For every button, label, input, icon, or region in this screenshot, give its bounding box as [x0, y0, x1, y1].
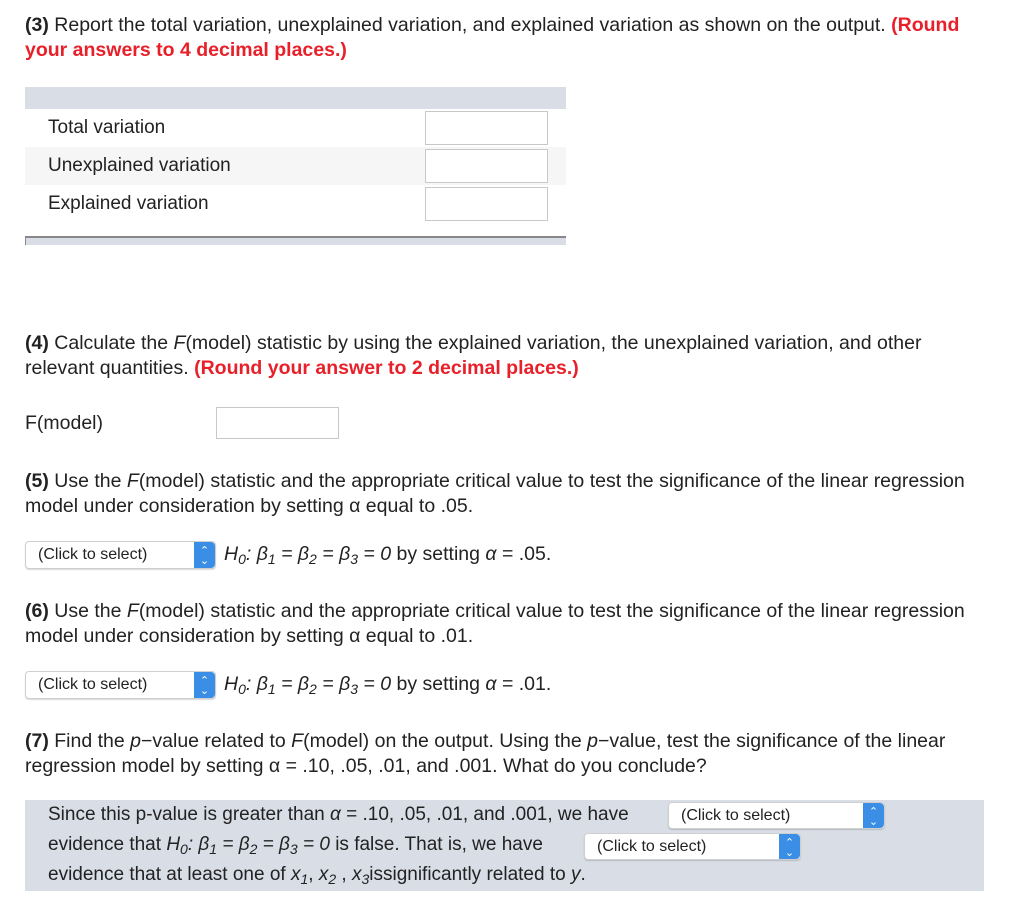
q4-prompt: (4) Calculate the F(model) statistic by using the explained variation, the unexplained variation, and other relevant quantities. (Round your answer to 2 decimal places.)	[25, 332, 922, 379]
total-variation-input[interactable]	[425, 111, 548, 145]
table-row	[25, 185, 566, 223]
q7-line-3: evidence that at least one of $x_1$, $x_2$ , $x_3issignificantly$ related to y.	[48, 864, 586, 887]
q6-hypothesis: $H_0$: $\beta_1 = \beta_2 = \beta_3 = 0$ by setting α = .01.	[224, 673, 552, 697]
q7-line-1: Since this p-value is greater than α = .10, .05, .01, and .001, we have	[48, 804, 629, 825]
table-header	[25, 87, 566, 109]
unexplained-variation-input[interactable]	[425, 149, 548, 183]
variation-table	[25, 87, 566, 223]
updown-chevron-icon: ⌃ ⌄	[779, 834, 800, 859]
table-footer	[25, 236, 566, 245]
f-model-input[interactable]	[216, 407, 339, 439]
updown-chevron-icon: ⌃ ⌄	[194, 542, 215, 568]
updown-chevron-icon: ⌃ ⌄	[863, 803, 884, 828]
q5-prompt: (5) Use the F(model) statistic and the appropriate critical value to test the significance of the linear regression model under consideration by setting α equal to .05.	[25, 470, 965, 517]
row-label: Total variation	[48, 117, 166, 138]
table-row	[25, 147, 566, 185]
table-row	[25, 109, 566, 147]
row-label: Explained variation	[48, 193, 209, 214]
q7-line-2: evidence that $H_0$: $\beta_1 = \beta_2 = \beta_3 = 0$ is false. That is, we have	[48, 834, 543, 857]
q7-select-1[interactable]: (Click to select) ⌃ ⌄	[668, 802, 885, 829]
f-model-label: F(model)	[25, 412, 104, 434]
q5-select[interactable]: (Click to select) ⌃ ⌄	[25, 541, 216, 569]
updown-chevron-icon: ⌃ ⌄	[194, 672, 215, 698]
q7-prompt: (7) Find the p−value related to F(model) on the output. Using the p−value, test the significance of the linear regression model by setting α = .10, .05, .01, and .001. What do you conclude?	[25, 730, 946, 777]
q7-answer-box	[25, 800, 984, 891]
q7-select-2[interactable]: (Click to select) ⌃ ⌄	[584, 833, 801, 860]
row-label: Unexplained variation	[48, 155, 231, 176]
explained-variation-input[interactable]	[425, 187, 548, 221]
q6-prompt: (6) Use the F(model) statistic and the appropriate critical value to test the significance of the linear regression model under consideration by setting α equal to .01.	[25, 600, 965, 647]
q3-prompt: (3) Report the total variation, unexplained variation, and explained variation as shown on the output. (Round your answers to 4 decimal places.)	[25, 14, 960, 61]
q5-hypothesis: $H_0$: $\beta_1 = \beta_2 = \beta_3 = 0$ by setting α = .05.	[224, 543, 552, 567]
q6-select[interactable]: (Click to select) ⌃ ⌄	[25, 671, 216, 699]
